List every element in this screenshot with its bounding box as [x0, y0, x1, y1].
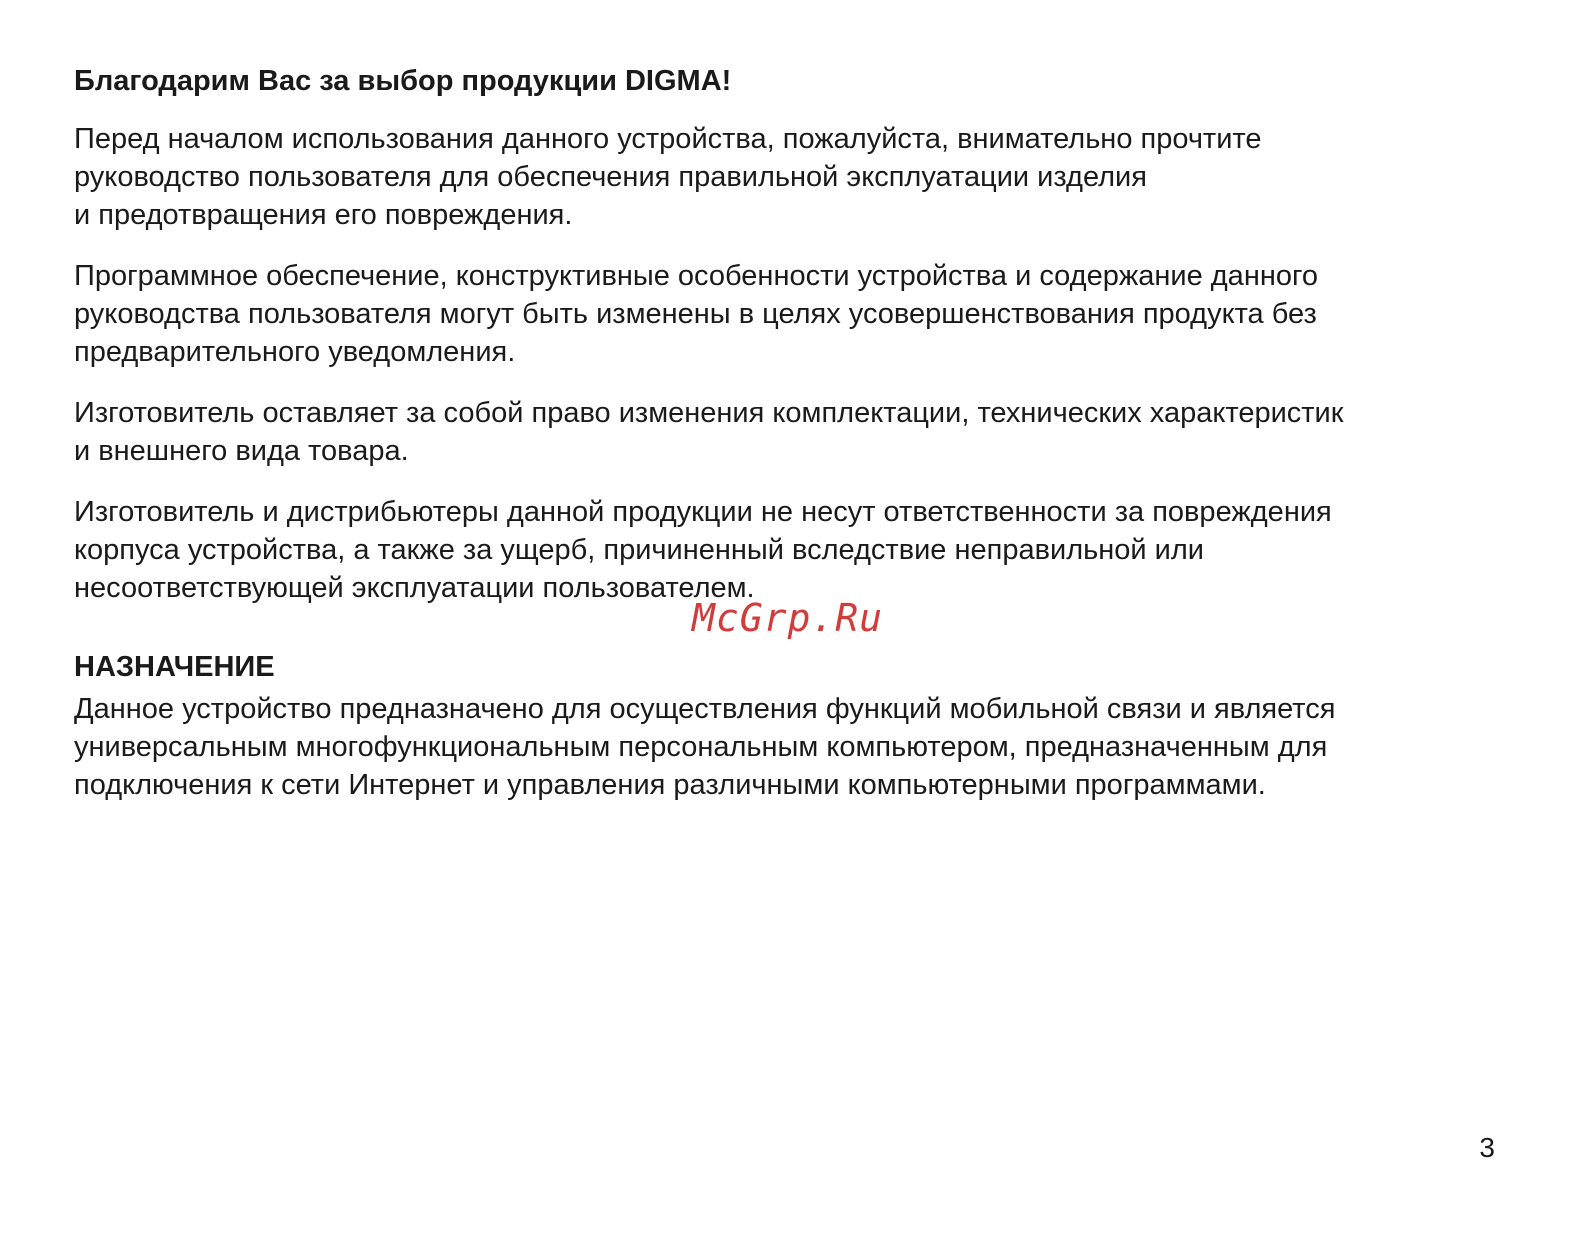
text-line: Программное обеспечение, конструктивные особенности устройства и содержание данного — [74, 260, 1319, 292]
text-line: подключения к сети Интернет и управления различными компьютерными программами. — [74, 769, 1266, 801]
text-line: руководство пользователя для обеспечения правильной эксплуатации изделия — [74, 161, 1147, 193]
text-line: предварительного уведомления. — [74, 336, 516, 368]
text-line: и предотвращения его повреждения. — [74, 199, 573, 231]
text-line: несоответствующей эксплуатации пользователем. — [74, 572, 755, 604]
text-line: Данное устройство предназначено для осуществления функций мобильной связи и является — [74, 693, 1336, 725]
text-line: и внешнего вида товара. — [74, 435, 409, 467]
text-line: Изготовитель и дистрибьютеры данной продукции не несут ответственности за повреждения — [74, 496, 1332, 528]
watermark: McGrp.Ru — [692, 596, 884, 640]
paragraph-purpose — [74, 690, 1514, 804]
text-line: Изготовитель оставляет за собой право изменения комплектации, технических характеристик — [74, 397, 1344, 429]
page-number: 3 — [1479, 1132, 1495, 1163]
text-line: Перед началом использования данного устройства, пожалуйста, внимательно прочтите — [74, 123, 1262, 155]
page-title: Благодарим Вас за выбор продукции DIGMA! — [74, 65, 732, 97]
paragraph-liability — [74, 493, 1514, 607]
section-heading: НАЗНАЧЕНИЕ — [74, 651, 275, 683]
paragraph-intro — [74, 120, 1514, 234]
text-line: руководства пользователя могут быть изменены в целях усовершенствования продукта без — [74, 298, 1317, 330]
paragraph-manufacturer-rights — [74, 394, 1514, 470]
paragraph-software — [74, 257, 1514, 371]
text-line: универсальным многофункциональным персональным компьютером, предназначенным для — [74, 731, 1328, 763]
manual-page — [74, 62, 1514, 827]
text-line: корпуса устройства, а также за ущерб, причиненный вследствие неправильной или — [74, 534, 1204, 566]
